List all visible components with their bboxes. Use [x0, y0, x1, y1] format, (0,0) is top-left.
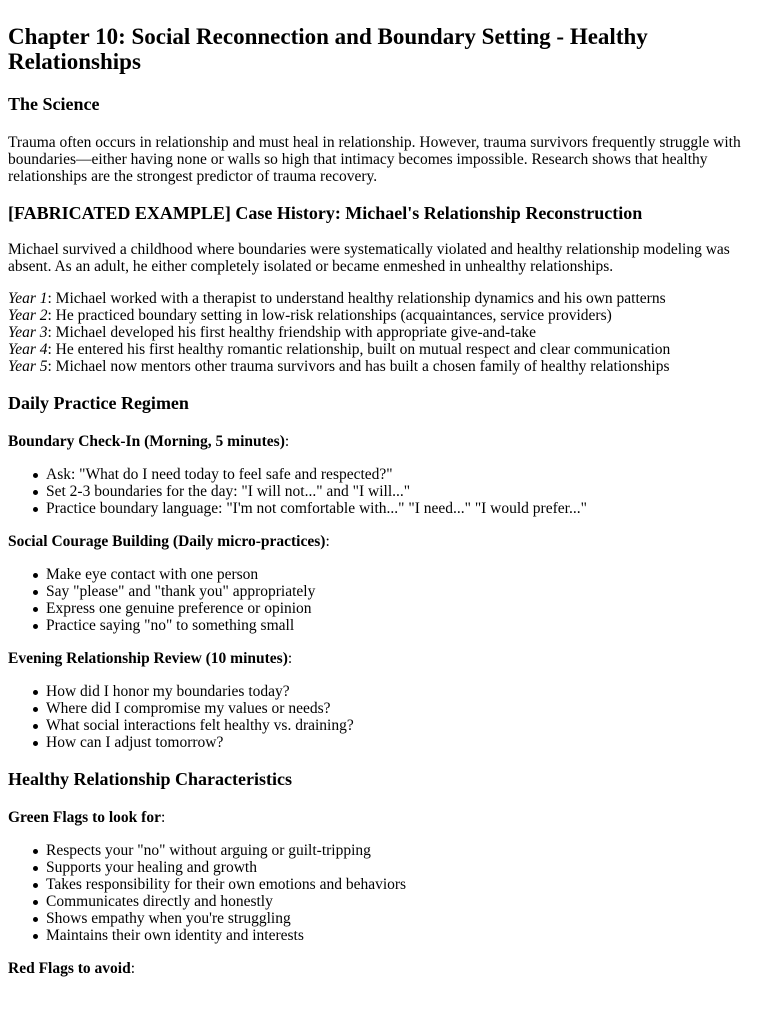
list-item: Respects your "no" without arguing or guilt-tripping	[46, 842, 768, 859]
list-item: Maintains their own identity and interests	[46, 927, 768, 944]
year-label: Year 5	[8, 358, 48, 375]
daily-practice-heading: Daily Practice Regimen	[8, 393, 189, 413]
timeline-year-1	[8, 290, 666, 307]
year-text: : He practiced boundary setting in low-risk relationships (acquaintances, service providers)	[47, 307, 612, 324]
list-item: Say "please" and "thank you" appropriately	[46, 583, 768, 600]
red-flags-label	[8, 960, 768, 977]
green-flags-list	[8, 842, 768, 944]
social-courage-list	[8, 566, 768, 634]
document	[0, 24, 768, 977]
social-courage-label	[8, 533, 768, 550]
year-text: : Michael now mentors other trauma survivors and has built a chosen family of healthy relationships	[47, 358, 670, 375]
list-item: How did I honor my boundaries today?	[46, 683, 768, 700]
year-text: : He entered his first healthy romantic relationship, built on mutual respect and clear communication	[47, 341, 671, 358]
year-text: : Michael worked with a therapist to understand healthy relationship dynamics and his own patterns	[47, 290, 666, 307]
evening-review-label	[8, 650, 768, 667]
case-history-heading: [FABRICATED EXAMPLE] Case History: Michael's Relationship Reconstruction	[8, 203, 643, 223]
list-item: Where did I compromise my values or needs?	[46, 700, 768, 717]
section-colon: :	[287, 650, 293, 667]
timeline-year-3	[8, 324, 536, 341]
morning-checkin-list	[8, 466, 768, 517]
evening-review-list	[8, 683, 768, 751]
list-item: Practice boundary language: "I'm not comfortable with..." "I need..." "I would prefer..."	[46, 500, 768, 517]
list-item: Supports your healing and growth	[46, 859, 768, 876]
year-label: Year 2	[8, 307, 48, 324]
science-heading: The Science	[8, 94, 100, 114]
characteristics-heading: Healthy Relationship Characteristics	[8, 769, 292, 789]
list-item: Communicates directly and honestly	[46, 893, 768, 910]
green-flags-label	[8, 809, 768, 826]
timeline-year-5	[8, 358, 670, 375]
year-label: Year 3	[8, 324, 48, 341]
list-item: How can I adjust tomorrow?	[46, 734, 768, 751]
year-label: Year 4	[8, 341, 48, 358]
morning-checkin-label	[8, 433, 768, 450]
list-item: Express one genuine preference or opinion	[46, 600, 768, 617]
list-item: Set 2-3 boundaries for the day: "I will not..." and "I will..."	[46, 483, 768, 500]
timeline-year-2	[8, 307, 612, 324]
case-history-intro: Michael survived a childhood where boundaries were systematically violated and healthy relationship modeling was absent. As an adult, he either completely isolated or became enmeshed in unhealthy relationships.	[8, 241, 730, 275]
page-title: Chapter 10: Social Reconnection and Boundary Setting - Healthy Relationships	[8, 24, 648, 74]
year-text: : Michael developed his first healthy friendship with appropriate give-and-take	[47, 324, 537, 341]
section-colon: :	[160, 809, 166, 826]
section-title: Boundary Check-In (Morning, 5 minutes)	[8, 433, 285, 450]
list-item: Make eye contact with one person	[46, 566, 768, 583]
section-colon: :	[284, 433, 290, 450]
section-title: Social Courage Building (Daily micro-practices)	[8, 533, 326, 550]
case-history-timeline	[8, 290, 768, 375]
list-item: Practice saying "no" to something small	[46, 617, 768, 634]
science-paragraph: Trauma often occurs in relationship and must heal in relationship. However, trauma survivors frequently struggle with boundaries—either having none or walls so high that intimacy becomes impossible. Research shows that healthy relationships are the strongest predictor of trauma recovery.	[8, 134, 741, 185]
section-title: Green Flags to look for	[8, 809, 161, 826]
timeline-year-4	[8, 341, 670, 358]
year-label: Year 1	[8, 290, 48, 307]
list-item: Ask: "What do I need today to feel safe and respected?"	[46, 466, 768, 483]
section-colon: :	[130, 960, 136, 977]
list-item: Shows empathy when you're struggling	[46, 910, 768, 927]
section-title: Evening Relationship Review (10 minutes)	[8, 650, 288, 667]
section-title: Red Flags to avoid	[8, 960, 131, 977]
list-item: What social interactions felt healthy vs. draining?	[46, 717, 768, 734]
list-item: Takes responsibility for their own emotions and behaviors	[46, 876, 768, 893]
section-colon: :	[325, 533, 330, 550]
